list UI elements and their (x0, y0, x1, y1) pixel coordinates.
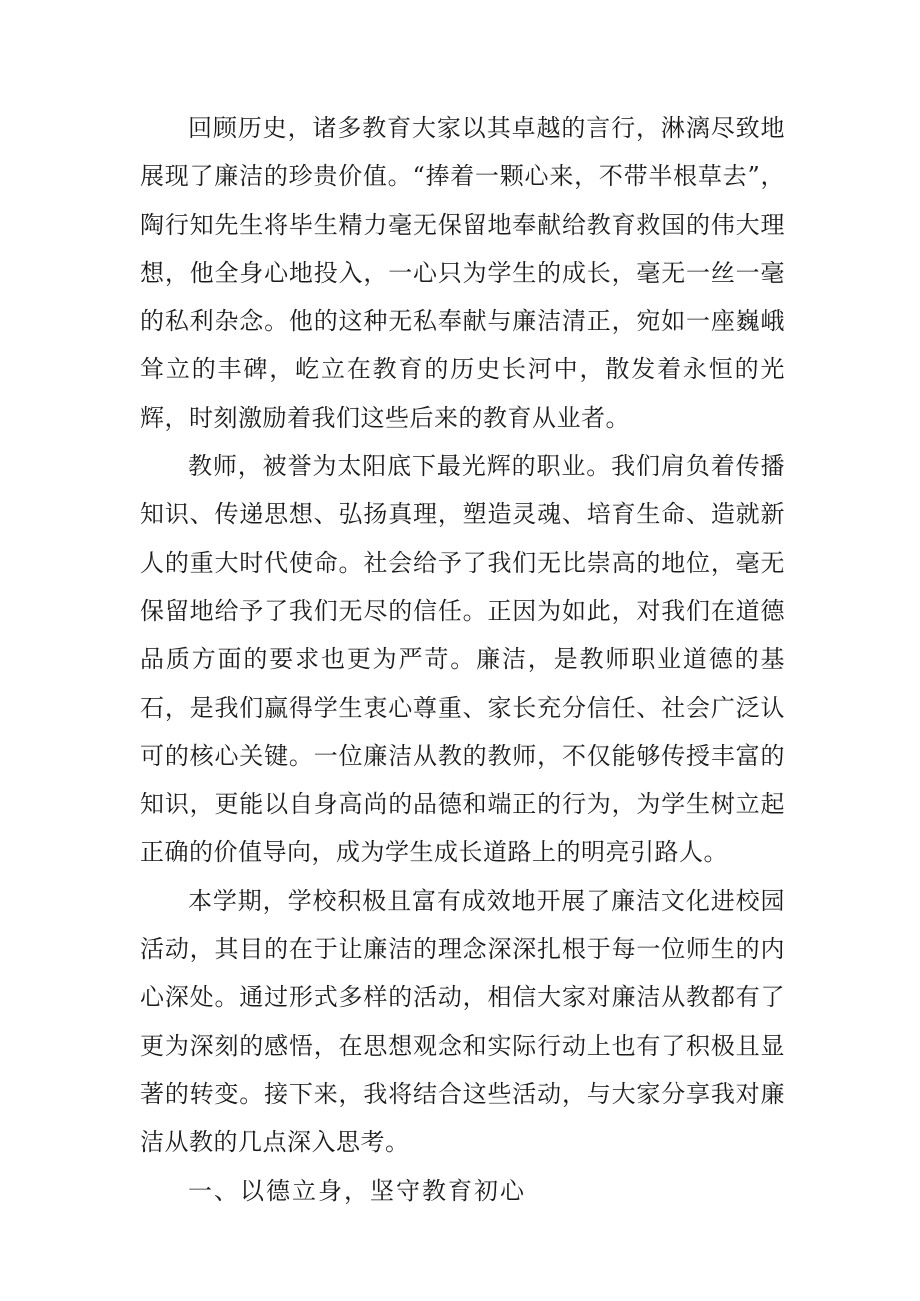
paragraph-history: 回顾历史，诸多教育大家以其卓越的言行，淋漓尽致地展现了廉洁的珍贵价值。“捧着一颗心来，不带半根草去”，陶行知先生将毕生精力毫无保留地奉献给教育救国的伟大理想，他全身心地投入，一心只为学生的成长，毫无一丝一毫的私利杂念。他的这种无私奉献与廉洁清正，宛如一座巍峨耸立的丰碑，屹立在教育的历史长河中，散发着永恒的光辉，时刻激励着我们这些后来的教育从业者。 (140, 114, 785, 432)
paragraph-school-activity: 本学期，学校积极且富有成效地开展了廉洁文化进校园活动，其目的在于让廉洁的理念深深扎根于每一位师生的内心深处。通过形式多样的活动，相信大家对廉洁从教都有了更为深刻的感悟，在思想观念和实际行动上也有了积极且显著的转变。接下来，我将结合这些活动，与大家分享我对廉洁从教的几点深入思考。 (140, 886, 785, 1157)
section-heading: 一、以德立身，坚守教育初心 (188, 1176, 526, 1205)
paragraph-teacher-profession: 教师，被誉为太阳底下最光辉的职业。我们肩负着传播知识、传递思想、弘扬真理，塑造灵魂、培育生命、造就新人的重大时代使命。社会给予了我们无比崇高的地位，毫无保留地给予了我们无尽的信任。正因为如此，对我们在道德品质方面的要求也更为严苛。廉洁，是教师职业道德的基石，是我们赢得学生衷心尊重、家长充分信任、社会广泛认可的核心关键。一位廉洁从教的教师，不仅能够传授丰富的知识，更能以自身高尚的品德和端正的行为，为学生树立起正确的价值导向，成为学生成长道路上的明亮引路人。 (140, 452, 785, 867)
document-body (140, 104, 785, 1215)
